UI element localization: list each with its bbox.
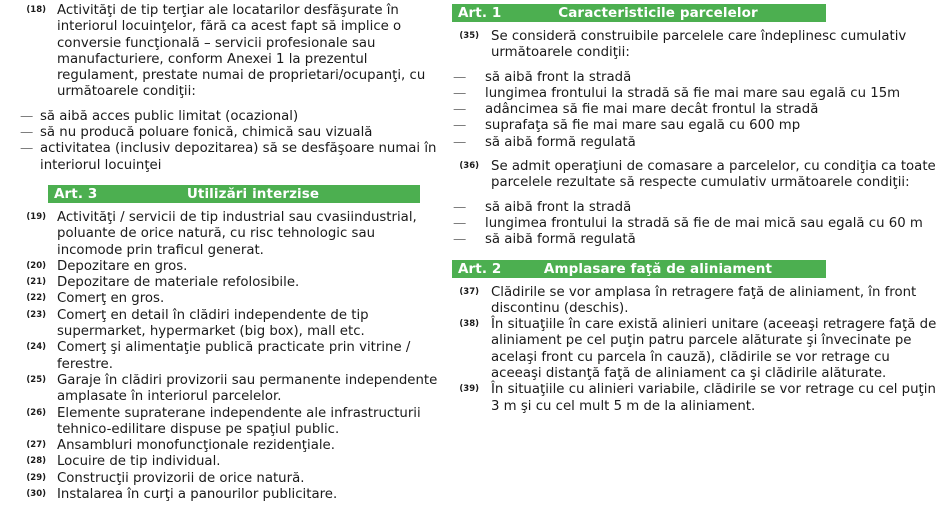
conditions-list-36 xyxy=(445,200,938,249)
numbered-item xyxy=(0,406,440,439)
list-item xyxy=(0,109,440,125)
list-item-text: să aibă front la stradă xyxy=(485,69,632,85)
item-text: Comerţ en detail în clădiri independente de tip supermarket, hypermarket (big box), mall etc. xyxy=(57,307,369,340)
numbered-item xyxy=(0,210,440,259)
numbered-item xyxy=(0,487,440,503)
item-marker: (26) xyxy=(26,407,46,418)
list-item-text: să aibă acces public limitat (ocazional) xyxy=(40,108,299,124)
article-number: Art. 3 xyxy=(54,185,98,202)
article-number: Art. 2 xyxy=(458,260,502,277)
item-marker: (22) xyxy=(26,293,46,304)
item-text: Depozitare en gros. xyxy=(57,258,188,274)
dash-icon: — xyxy=(20,108,33,124)
list-item xyxy=(0,141,440,174)
dash-icon: — xyxy=(453,199,466,215)
item-marker: (25) xyxy=(26,374,46,385)
item-text: Construcţii provizorii de orice natură. xyxy=(57,470,305,486)
item-text: Locuire de tip individual. xyxy=(57,454,221,470)
item-marker: (24) xyxy=(26,342,46,353)
item-text: Instalarea în curţi a panourilor publicitare. xyxy=(57,487,338,503)
item-text: Comerţ en gros. xyxy=(57,291,165,307)
item-marker: (35) xyxy=(459,31,479,41)
dash-icon: — xyxy=(453,102,466,118)
item-marker: (19) xyxy=(26,211,46,222)
list-item xyxy=(445,102,938,118)
list-item xyxy=(445,135,938,151)
dash-icon: — xyxy=(453,215,466,231)
item-text: În situaţiile în care există alinieri unitare (aceeaşi retragere faţă de aliniament pe cel puţin patru parcele alăturate şi învecinate pe acelaşi front cu parcela în cauză), clădirile se vor retrage cu aceeaşi distanţă faţă de aliniament ca şi clădirile alăturate. xyxy=(491,317,937,382)
article-title: Utilizări interzise xyxy=(186,185,320,202)
article-title: Caracteristicile parcelelor xyxy=(558,5,758,21)
article-number: Art. 1 xyxy=(458,5,502,21)
list-item-text: lungimea frontului la stradă să fie mai mare sau egală cu 15m xyxy=(485,85,901,101)
numbered-item xyxy=(0,291,440,307)
list-item-text: să aibă front la stradă xyxy=(485,199,632,215)
item-marker: (38) xyxy=(459,319,479,330)
article-header-art-1 xyxy=(452,4,826,22)
item-text: Se consideră construibile parcelele care îndeplinesc cumulativ următoarele condiţii: xyxy=(491,29,907,61)
article-header-art-3 xyxy=(48,185,420,203)
dash-icon: — xyxy=(453,118,466,134)
item-text: Clădirile se vor amplasa în retragere faţă de aliniament, în front discontinu (deschis). xyxy=(491,284,917,316)
list-item-text: să aibă formă regulată xyxy=(485,134,636,150)
list-item xyxy=(445,118,938,134)
item-text: Garaje în clădiri provizorii sau permanente independente amplasate în interiorul parcelelor. xyxy=(57,372,438,405)
item-marker: (20) xyxy=(26,260,46,271)
list-item xyxy=(445,216,938,232)
item-marker: (27) xyxy=(26,440,46,451)
item-text: Activităţi / servicii de tip industrial sau cvasiindustrial, poluante de orice natură, cu risc tehnologic sau incomode prin traficul generat. xyxy=(57,209,417,258)
numbered-item xyxy=(0,3,440,101)
article-2-items xyxy=(445,285,938,415)
numbered-item xyxy=(0,308,440,341)
item-marker: (28) xyxy=(26,456,46,467)
article-3-items xyxy=(0,210,440,503)
item-text: Comerţ şi alimentaţie publică practicate prin vitrine / ferestre. xyxy=(57,340,411,372)
item-marker: (39) xyxy=(459,384,479,395)
item-text: Activităţi de tip terţiar ale locatarilor desfăşurate în interiorul locuinţelor, fără ca acest fapt să implice o conversie funcţională – servicii profesionale sau manufacturiere, conform Anexei 1 la prezentul regulament, prestate numai de proprietari/ocupanţi, cu următoarele condiţii: xyxy=(57,3,426,100)
dash-icon: — xyxy=(453,85,466,101)
list-item-text: să aibă formă regulată xyxy=(485,232,636,248)
list-item xyxy=(445,70,938,86)
numbered-item xyxy=(0,259,440,275)
item-text: Depozitare de materiale refolosibile. xyxy=(57,275,300,291)
item-text: În situaţiile cu alinieri variabile, clădirile se vor retrage cu cel puţin 3 m şi cu cel mult 5 m de la aliniament. xyxy=(491,382,936,414)
list-item xyxy=(445,200,938,216)
list-item xyxy=(0,125,440,141)
dash-icon: — xyxy=(453,69,466,85)
dash-icon: — xyxy=(20,125,33,141)
list-item xyxy=(445,86,938,102)
item-marker: (29) xyxy=(26,472,46,483)
list-item-text: să nu producă poluare fonică, chimică sau vizuală xyxy=(40,125,373,141)
numbered-item xyxy=(445,382,938,415)
item-text: Ansambluri monofuncţionale rezidenţiale. xyxy=(57,438,335,454)
numbered-item xyxy=(0,340,440,373)
numbered-item xyxy=(0,275,440,291)
list-item-text: lungimea frontului la stradă să fie de mai mică sau egală cu 60 m xyxy=(485,215,923,231)
dash-icon: — xyxy=(453,134,466,150)
dash-icon: — xyxy=(453,232,466,248)
left-column xyxy=(0,0,440,527)
numbered-item xyxy=(445,317,938,382)
item-marker: (23) xyxy=(26,309,46,320)
numbered-item xyxy=(445,285,938,318)
numbered-item xyxy=(0,373,440,406)
item-marker: (30) xyxy=(26,489,46,500)
item-marker: (21) xyxy=(26,277,46,288)
item-marker: (18) xyxy=(26,5,46,15)
article-title: Amplasare faţă de aliniament xyxy=(543,260,773,277)
list-item-text: suprafaţa să fie mai mare sau egală cu 600 mp xyxy=(485,118,801,134)
numbered-item xyxy=(0,438,440,454)
dash-icon: — xyxy=(20,141,33,157)
numbered-item xyxy=(445,159,938,192)
list-item xyxy=(445,232,938,248)
list-item-text: activitatea (inclusiv depozitarea) să se desfăşoare numai în interiorul locuinţei xyxy=(40,141,437,173)
article-header-art-2 xyxy=(452,260,826,278)
numbered-item xyxy=(0,471,440,487)
conditions-list-18 xyxy=(0,109,440,174)
item-text: Elemente supraterane independente ale infrastructurii tehnico-edilitare dispuse pe spaţiul public. xyxy=(57,405,421,437)
conditions-list-35 xyxy=(445,70,938,151)
right-column xyxy=(445,0,938,527)
item-text: Se admit operaţiuni de comasare a parcelelor, cu condiţia ca toate parcelele rezultate să respecte cumulativ următoarele condiţii: xyxy=(491,159,936,191)
numbered-item xyxy=(0,454,440,470)
list-item-text: adâncimea să fie mai mare decât frontul la stradă xyxy=(485,102,819,118)
item-marker: (36) xyxy=(459,161,479,172)
item-marker: (37) xyxy=(459,286,479,297)
paragraph-18 xyxy=(0,3,440,101)
numbered-item xyxy=(445,29,938,62)
